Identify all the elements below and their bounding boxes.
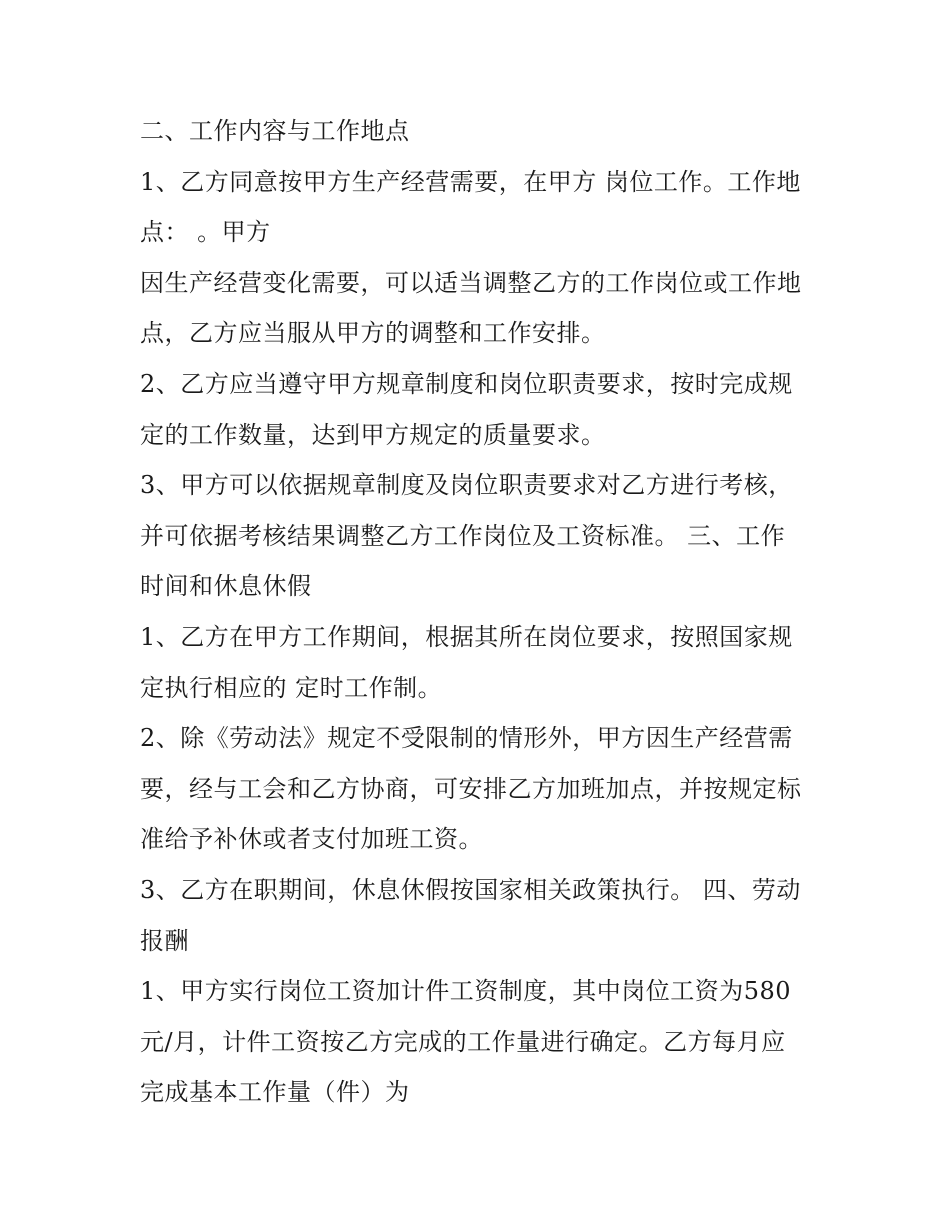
text-line: 1、甲方实行岗位工资加计件工资制度，其中岗位工资为580 bbox=[140, 977, 792, 1006]
text-line: 点： 。甲方 bbox=[140, 218, 271, 247]
text-line: 1、乙方同意按甲方生产经营需要，在甲方 岗位工作。工作地 bbox=[140, 167, 801, 196]
text-line: 并可依据考核结果调整乙方工作岗位及工资标准。 三、工作 bbox=[140, 521, 786, 550]
section-heading-work-content: 二、工作内容与工作地点 bbox=[140, 117, 410, 145]
text-line: 因生产经营变化需要，可以适当调整乙方的工作岗位或工作地 bbox=[140, 268, 802, 297]
text-line: 定的工作数量，达到甲方规定的质量要求。 bbox=[140, 420, 606, 449]
text-line: 时间和休息休假 bbox=[140, 572, 312, 601]
text-line: 完成基本工作量（件）为 bbox=[140, 1078, 410, 1107]
text-line: 2、除《劳动法》规定不受限制的情形外，甲方因生产经营需 bbox=[140, 724, 793, 753]
text-line: 报酬 bbox=[140, 926, 189, 955]
text-line: 3、甲方可以依据规章制度及岗位职责要求对乙方进行考核， bbox=[140, 471, 793, 500]
text-line: 2、乙方应当遵守甲方规章制度和岗位职责要求，按时完成规 bbox=[140, 369, 793, 398]
text-line: 元/月，计件工资按乙方完成的工作量进行确定。乙方每月应 bbox=[140, 1027, 786, 1056]
text-line: 要，经与工会和乙方协商，可安排乙方加班加点，并按规定标 bbox=[140, 774, 802, 803]
text-line: 1、乙方在甲方工作期间，根据其所在岗位要求，按照国家规 bbox=[140, 622, 793, 651]
text-line: 定执行相应的 定时工作制。 bbox=[140, 673, 443, 702]
text-line: 3、乙方在职期间，休息休假按国家相关政策执行。 四、劳动 bbox=[140, 875, 801, 904]
text-line: 准给予补休或者支付加班工资。 bbox=[140, 825, 483, 854]
document-body bbox=[140, 106, 820, 1118]
text-line: 点，乙方应当服从甲方的调整和工作安排。 bbox=[140, 319, 606, 348]
